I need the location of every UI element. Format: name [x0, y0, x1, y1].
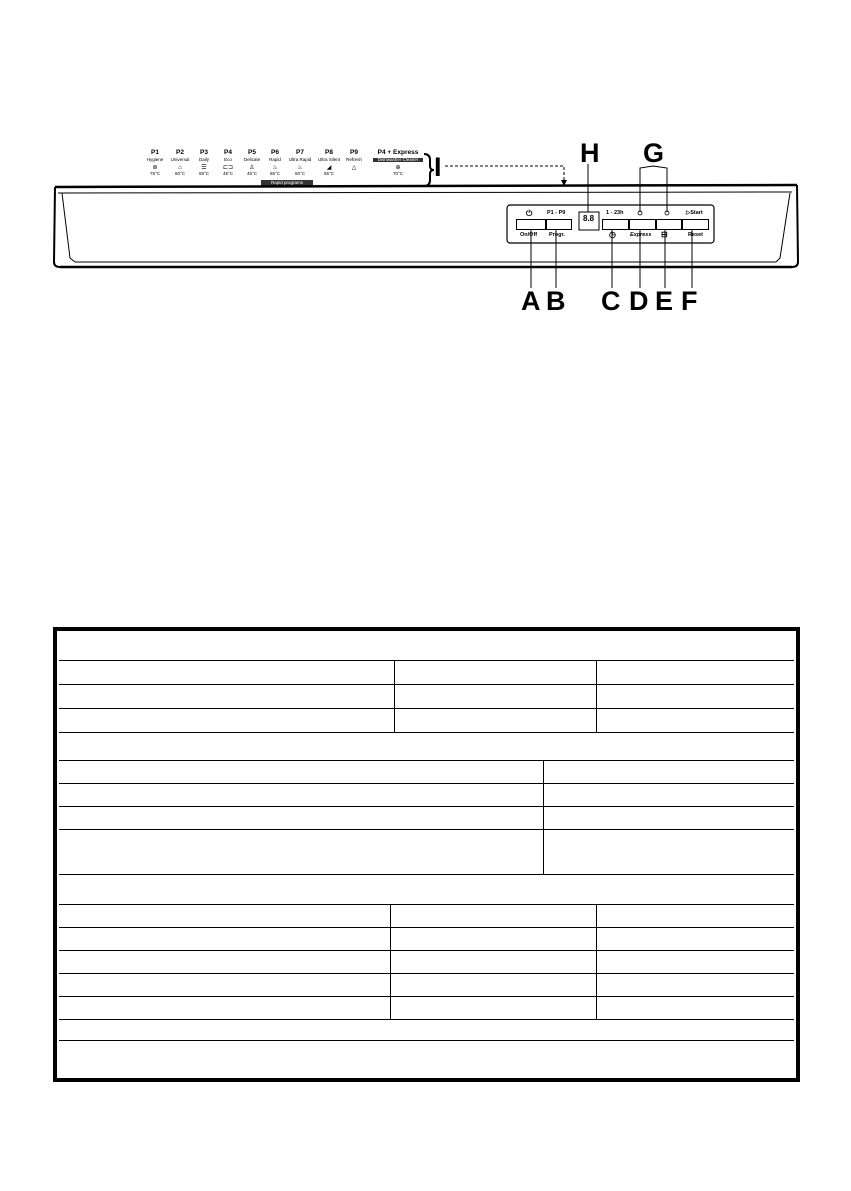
program-code: P6 — [271, 149, 279, 156]
callout-f: F — [681, 286, 698, 316]
spec-table — [53, 627, 800, 1082]
table-row — [59, 709, 794, 733]
callout-e: E — [655, 286, 674, 316]
table-cell-divider — [543, 761, 544, 783]
table-footer-row-2 — [59, 1041, 794, 1078]
panel-outline — [0, 0, 851, 330]
onoff-button[interactable] — [516, 219, 546, 230]
power-icon: ⏻ — [526, 209, 533, 218]
program-temp: 45°C — [246, 171, 258, 176]
table-cell-divider — [596, 661, 597, 684]
program-name: Universal — [170, 156, 190, 162]
program-button[interactable] — [546, 219, 572, 230]
table-cell-divider — [596, 709, 597, 732]
program-name: Delicate — [243, 156, 261, 162]
refresh-icon: △ — [351, 165, 357, 171]
table-row — [59, 830, 794, 875]
program-range-label: P1 - P9 — [547, 210, 566, 216]
half-load-icon: ⊟ — [661, 230, 668, 239]
display-digits: 8.8 — [583, 214, 595, 223]
program-name: Ultra Rapid — [288, 156, 312, 162]
callout-a: A — [521, 286, 541, 316]
bracket-i — [424, 154, 434, 186]
program-name: Hygiene — [146, 156, 164, 162]
panel-right-cap — [792, 185, 798, 267]
program-temp: 50°C — [294, 171, 306, 176]
table-cell-divider — [596, 928, 597, 950]
table-cell-divider — [394, 685, 395, 708]
table-cell-divider — [596, 997, 597, 1019]
program-temp: 65°C — [269, 171, 281, 176]
daily-icon: ☰ — [201, 165, 207, 171]
program-temp: 70°C — [392, 171, 404, 176]
table-cell-divider — [596, 905, 597, 927]
program-code: P4 — [224, 149, 232, 156]
callout-i: I — [434, 152, 442, 182]
ultra-silent-icon: ◢ — [326, 165, 332, 171]
panel-top — [55, 185, 797, 187]
table-cell-divider — [390, 928, 391, 950]
leader-i — [445, 166, 564, 183]
delay-range-label: 1 - 23h — [606, 210, 624, 216]
table-row — [59, 997, 794, 1020]
table-row — [59, 661, 794, 685]
half-load-button[interactable] — [656, 219, 682, 230]
program-name: Ultra Silent — [317, 156, 340, 162]
dishwasher-cleaner-icon: ⊕ — [395, 165, 401, 171]
delay-button[interactable] — [602, 219, 629, 230]
callout-h: H — [580, 138, 600, 168]
delicate-icon: ♙ — [249, 165, 255, 171]
panel-left-inner — [62, 193, 75, 262]
table-cell-divider — [543, 784, 544, 806]
table-row — [59, 905, 794, 928]
program-code: P8 — [325, 149, 333, 156]
onoff-label: On/Off — [520, 232, 538, 238]
clock-icon: ◷ — [609, 230, 616, 239]
table-header-row-1 — [59, 633, 794, 661]
panel-top-inner — [58, 192, 792, 193]
program-temp: 55°C — [198, 171, 210, 176]
table-row — [59, 807, 794, 830]
program-code: P3 — [200, 149, 208, 156]
program-code: P2 — [176, 149, 184, 156]
table-cell-divider — [543, 830, 544, 874]
start-label: ▷Start — [686, 210, 703, 216]
table-cell-divider — [390, 997, 391, 1019]
table-cell-divider — [596, 951, 597, 973]
table-cell-divider — [394, 709, 395, 732]
rapid-programs-band: Rapid programs — [261, 180, 313, 186]
callout-b: B — [546, 286, 566, 316]
program-code: P4 + Express — [377, 149, 419, 156]
callout-d: D — [629, 286, 649, 316]
program-name: Refresh — [346, 156, 362, 162]
start-reset-button[interactable] — [682, 219, 709, 230]
program-code: P5 — [248, 149, 256, 156]
program-name: Daily — [198, 156, 209, 162]
table-cell-divider — [596, 685, 597, 708]
table-cell-divider — [390, 974, 391, 996]
table-row — [59, 951, 794, 974]
program-label: Progr. — [549, 232, 565, 238]
table-cell-divider — [596, 974, 597, 996]
table-footer-row-1 — [59, 1020, 794, 1041]
table-cell-divider — [543, 807, 544, 829]
panel-left-cap — [54, 187, 60, 267]
hygiene-icon: ⊛ — [152, 165, 158, 171]
program-temp: 60°C — [174, 171, 186, 176]
table-row — [59, 761, 794, 784]
table-cell-divider — [390, 951, 391, 973]
table-cell-divider — [390, 905, 391, 927]
ultra-rapid-icon: ♨ — [297, 165, 303, 171]
table-row — [59, 974, 794, 997]
program-temp: 45°C — [222, 171, 234, 176]
express-label: Express — [630, 232, 652, 238]
table-row — [59, 685, 794, 709]
table-header-row-2 — [59, 733, 794, 761]
program-code: P9 — [350, 149, 358, 156]
panel-right-inner — [776, 193, 790, 262]
callout-c: C — [601, 286, 621, 316]
table-header-row-3 — [59, 875, 794, 905]
callout-g: G — [643, 138, 665, 168]
program-name: Rapid — [269, 156, 281, 162]
program-name: Eco — [224, 156, 232, 162]
reset-label: Reset — [688, 232, 703, 238]
table-row — [59, 928, 794, 951]
eco-icon: ⊏⊐ — [222, 165, 234, 171]
table-row — [59, 784, 794, 807]
program-temp: 55°C — [323, 171, 335, 176]
program-code: P7 — [296, 149, 304, 156]
control-panel-diagram — [0, 0, 851, 330]
rapid-icon: ♨ — [272, 165, 278, 171]
universal-icon: ⌂ — [178, 165, 182, 171]
program-code: P1 — [151, 149, 159, 156]
program-name: Dishwasher Cleaner — [373, 158, 423, 163]
table-cell-divider — [394, 661, 395, 684]
express-button[interactable] — [629, 219, 656, 230]
program-temp: 75°C — [149, 171, 161, 176]
